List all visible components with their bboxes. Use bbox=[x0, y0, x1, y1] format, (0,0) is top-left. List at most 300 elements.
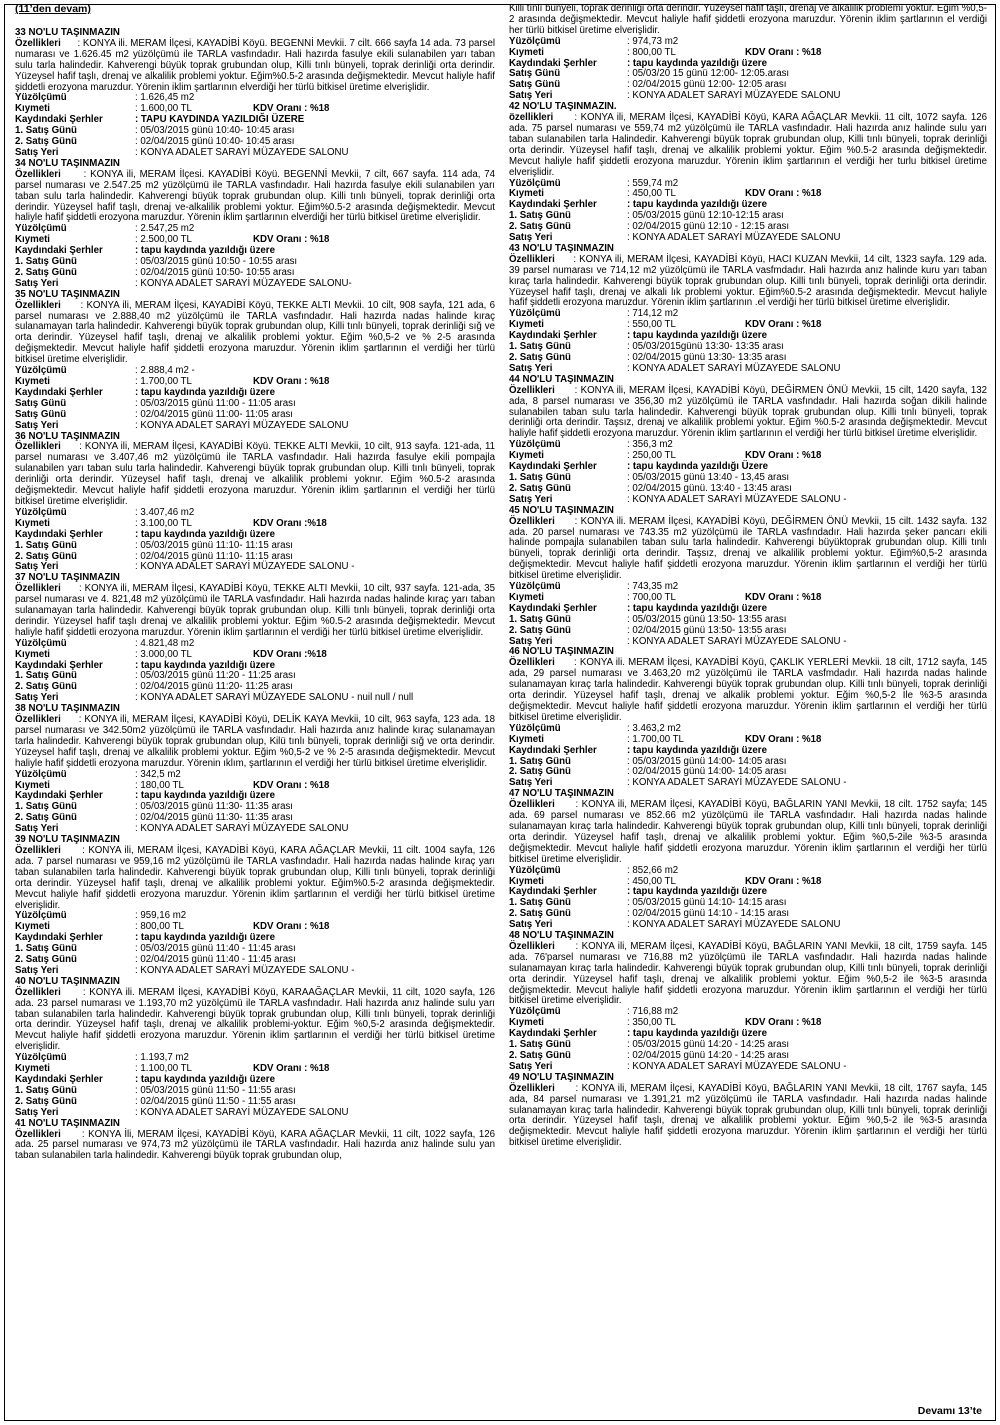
field-label: Kaydındaki Şerhler bbox=[15, 1074, 103, 1085]
field-label: Kaydındaki Şerhler bbox=[15, 790, 103, 802]
field-label: Kaydındaki Şerhler bbox=[15, 659, 103, 671]
property-description bbox=[509, 386, 987, 441]
description-text: : KONYA ili, MERAM İlçesi, KAYADİBİ Köyü. TEKKE ALTI Mevkii, 10 cilt, 913 sayfa. 121-ada, 11 parsel numarası ve 3.407,46 m2 yüzölçümü ile TARLA vasfındadır. Hali hazırda fasulye ekili pompajla sulanabilen yarı taban sulu tarla halindedir. Kahverengi büyük toprak grubundan olup. Killi tınlı bünyeli, toprak derinliği orta derindir. Yüzeysel hafif taşlı, drenaj ve alkalilik problemi yoknır. Eğim %0.5-2 arasında değişmektedir. Mevcut haliyle hafif şiddetli erozyona maruzdur. Yörenin iklim şartlarının el verdiği her türlü bitkisel üretime elverişlidir. bbox=[15, 441, 495, 507]
field-row bbox=[509, 866, 987, 877]
field-label: Yüzölçümü bbox=[509, 35, 561, 47]
kdv-rate: KDV Oranı : %18 bbox=[745, 319, 822, 331]
description-text: : KONYA ili, MERAM İlçesi, KAYADİBİ Köyü, BAĞLARIN YANI Mevkii, 18 cilt, 1767 sayfa, 145 ada, 84 parsel numarası ve 1.391,21 m2 yüzölçümü ile TARLA vasfındadır. Hali hazırda nadas halinde sulanamayan kıraç tarla halindedir. Kahverengi büyük toprak grubundan olup, Killi tınlı bünyeli, toprak derinliği orta derindir. Yüzeysel hafif taşlı, drenaj ve alkalilik problemi yoktur. Eğim %0,5-2 ile %3-5 arasında değişmektedir. Mevcut haliyle hafif şiddetli erozyona maruzdur. Yörenin iklim şartlarının el verdiği her türlü bitkisel üretime elverişlidir. bbox=[509, 1082, 987, 1149]
field-value: : 974,73 m2 bbox=[627, 35, 679, 47]
description-label: Özellikleri bbox=[15, 441, 61, 453]
field-label: Satış Yeri bbox=[509, 493, 553, 505]
field-value: : 342,5 m2 bbox=[135, 768, 181, 780]
property-description bbox=[15, 442, 495, 507]
description-label: Özellikleri bbox=[15, 844, 61, 856]
field-label: 2. Satış Günü bbox=[509, 766, 571, 778]
description-text: : KONYA ili. MERAM İlçesi, KAYADİBİ Köyü. BEGENNİ Mevkii. 7 cilt. 666 sayfa 14 ada. 73 parsel numarası ve 1.626.45 m2 yüzölçümü ile TARLA vasfındadır. Hali hazırda fasulye ekili sulanabilen yarı taban sulu tarla halindedir. Kahverengi büyük toprak grubundan olup, Killi tınlı bünyeli, toprak derinliği orta derindir. Yüzeysel hafif taşlı, drenaj ve alkalilik problemi yoktur. Eğim%0.5-2 arasında değişmektedir. Mevcut haliyle hafif şiddetli erozyona maruzdur. Yörenin iklim şartlarının elverdiği her türlü bitkisel üretime elverişlidir. bbox=[15, 37, 495, 93]
property-listing bbox=[15, 290, 495, 432]
field-label: Satış Yeri bbox=[15, 561, 59, 573]
field-value: : KONYA ADALET SARAYİ MÜZAYEDE SALONU - bbox=[627, 777, 847, 789]
field-row bbox=[509, 746, 987, 757]
field-label: Satış Yeri bbox=[15, 1106, 59, 1118]
field-value: : 02/04/2015 günü 11:40 - 11:45 arası bbox=[135, 954, 296, 966]
field-label: 2. Satış Günü bbox=[15, 1095, 77, 1107]
field-label: Yüzölçümü bbox=[15, 637, 67, 649]
field-value: : 02/04/2015 günü. 13:40 - 13:45 arası bbox=[627, 482, 792, 494]
kdv-rate: KDV Oranı : %18 bbox=[745, 188, 822, 200]
field-value: : 05/03/2015 günü 13:40 - 13,45 arası bbox=[627, 471, 790, 483]
field-label: Satış Günü bbox=[509, 79, 561, 91]
field-value: : tapu kaydında yazıldığı üzere bbox=[135, 790, 275, 802]
field-value: : 05/03/2015günü 13:30- 13:35 arası bbox=[627, 341, 784, 353]
property-heading: 41 NO'LU TAŞINMAZIN bbox=[15, 1117, 120, 1129]
field-label: Satış Yeri bbox=[509, 635, 553, 647]
field-value: : KONYA ADALET SARAYİ MÜZAYEDE SALONU bbox=[135, 1106, 349, 1118]
field-label: Yüzölçümü bbox=[15, 365, 67, 377]
field-label: Kaydındaki Şerhler bbox=[15, 386, 103, 398]
field-value: : 2.547,25 m2 bbox=[135, 223, 195, 235]
field-label: 1. Satış Günü bbox=[15, 943, 77, 955]
field-label: Yüzölçümü bbox=[509, 439, 561, 451]
property-listing bbox=[509, 647, 987, 789]
property-listing bbox=[509, 1073, 987, 1149]
field-label: Yüzölçümü bbox=[15, 92, 67, 104]
property-heading: 48 NO'LU TAŞINMAZIN bbox=[509, 930, 614, 942]
property-description bbox=[15, 988, 495, 1053]
field-value: : 05/03/2015 günü 11:30- 11:35 arası bbox=[135, 801, 293, 813]
field-label: Kıymeti bbox=[509, 46, 544, 58]
field-value: : 959,16 m2 bbox=[135, 910, 187, 922]
field-label: Kıymeti bbox=[509, 450, 544, 462]
property-description bbox=[509, 1084, 987, 1149]
field-value: : KONYA ADALET SARAYİ MÜZAYEDE SALONU bbox=[627, 362, 841, 374]
field-label: Kıymeti bbox=[15, 921, 50, 933]
field-label: Satış Yeri bbox=[15, 964, 59, 976]
field-label: 2. Satış Günü bbox=[15, 136, 77, 148]
field-label: Kıymeti bbox=[15, 234, 50, 246]
field-value: : 450,00 TL bbox=[627, 188, 676, 200]
description-label: Özellikleri bbox=[15, 37, 61, 49]
description-text: : KONYA ili. MERAM İlçesi, KAYADİBİ Köyü, KARAAĞAÇLAR Mevkii, 11 cilt, 1020 sayfa, 126 ada. 23 parsel numarası ve 1.193,70 m2 yüzölçümü ile TARLA vasfındadır. Hali hazırda anız halinde sulu yarı taban sulanabilen tarla halindedir. Kahverengi büyük toprak grubundan olup, Killi tınlı bünyeli, toprak derinliği orta derindir. Yüzeysel hafif taşlı, drenaj ve alkalilik problemi-yoktur. Eğim %0,5-2 arasında değişmektedir. Mevcut haliyle hafif şiddetli erozyona maruzdur. Yörenin iklim şartlarının el verdiği her türlü bitkisel üretime elverişlidir. bbox=[15, 986, 495, 1053]
field-value: : tapu kaydında yazıldığı üzere bbox=[135, 386, 275, 398]
field-label: 2. Satış Günü bbox=[509, 624, 571, 636]
property-description bbox=[509, 942, 987, 1007]
field-value: : 05/03/20 15 günü 12:00- 12:05.arası bbox=[627, 68, 790, 80]
field-label: 2. Satış Günü bbox=[509, 482, 571, 494]
field-label: Satış Yeri bbox=[509, 919, 553, 931]
field-label: 2. Satış Günü bbox=[15, 266, 77, 278]
field-value: : 700,00 TL bbox=[627, 591, 676, 603]
field-value: : 05/03/2015 günü 11:40 - 11:45 arası bbox=[135, 943, 296, 955]
description-label: Özellikleri bbox=[509, 799, 555, 811]
description-text: : KONYA ili, MERAM İlçesi, KAYADİBİ Köyü, HACI KUZAN Mevkii, 14 cilt, 1323 sayfa. 129 ada. 39 parsel numarası ve 714,12 m2 yüzölçümü ile TARLA vasfmdadır. Hali hazırda anız halinde kuru yarı taban kıraç tarla halindedir. Kahverengi büyük toprak grubundan olup. Killi tınlı bünyeli, toprak derinliği orta derindir. Yüzeysel hafif taşlı, drenaj ve alkali lık problemi yoktur. Eğim%0.5-2 arasında değişmektedir. Mevcut haliyle hafif şiddetli erozyona maruzdur. Yörenin iklim şartlarının .el verdiği her türlü bitkisel üretime elverişlidir. bbox=[509, 253, 987, 309]
field-label: Kaydındaki Şerhler bbox=[509, 57, 597, 69]
field-row bbox=[15, 421, 495, 432]
field-value: : 02/04/2015 günü 14:20 - 14:25 arası bbox=[627, 1050, 790, 1061]
field-value: : 3.100,00 TL bbox=[135, 517, 192, 529]
field-value: : 3.463,2 m2 bbox=[627, 722, 681, 734]
description-label: Özellikleri bbox=[15, 583, 61, 595]
description-label: Özellikleri bbox=[15, 168, 61, 180]
field-label: 1. Satış Günü bbox=[509, 755, 571, 767]
field-label: Yüzölçümü bbox=[509, 864, 561, 876]
field-label: Kıymeti bbox=[509, 591, 544, 603]
kdv-rate: KDV Oranı : %18 bbox=[745, 591, 822, 603]
property-listing bbox=[509, 375, 987, 506]
property-listing bbox=[15, 977, 495, 1119]
field-label: 1. Satış Günü bbox=[509, 897, 571, 909]
field-value: : 05/03/2015 günü 12:10-12:15 arası bbox=[627, 210, 784, 222]
field-label: Kaydındaki Şerhler bbox=[509, 199, 597, 211]
kdv-rate: KDV Oranı : %18 bbox=[745, 733, 822, 745]
field-value: : 02/04/2015 günü 11:10- 11:15 arası bbox=[135, 550, 293, 562]
field-label: Kaydındaki Şerhler bbox=[15, 245, 103, 257]
field-value: : KONYA ADALET SARAYİ MÜZAYEDE SALONU bbox=[627, 232, 841, 244]
property-listing bbox=[509, 244, 987, 375]
field-label: Yüzölçümü bbox=[15, 506, 67, 518]
field-label: 2. Satış Günü bbox=[509, 1050, 571, 1061]
left-column bbox=[15, 28, 495, 1162]
field-value: : 450,00 TL bbox=[627, 875, 676, 887]
property-listing bbox=[15, 704, 495, 835]
field-value: : tapu kaydında yazıldığı üzere bbox=[627, 330, 767, 342]
field-label: 2. Satış Günü bbox=[15, 550, 77, 562]
field-value: : 02/04/2015 günü 10:50- 10:55 arası bbox=[135, 266, 295, 278]
field-label: 1. Satış Günü bbox=[15, 256, 77, 268]
field-value: : 1.626,45 m2 bbox=[135, 92, 195, 104]
property-heading: 40 NO'LU TAŞINMAZIN bbox=[15, 975, 120, 987]
kdv-rate: KDV Oranı :%18 bbox=[253, 517, 327, 529]
property-heading: 35 NO'LU TAŞINMAZIN bbox=[15, 288, 120, 300]
kdv-rate: KDV Oranı : %18 bbox=[745, 875, 822, 887]
field-label: Satış Yeri bbox=[15, 692, 59, 704]
description-text: : KONYA İli, MERAM İlçesi, KAYADİBİ Köyü, KARA AĞAÇLAR Mevkii, 11 cilt, 1022 sayfa, 126 ada. 25 parsel numarası ve 974,73 m2 yüzölçümü ile TARLA vasfındadır. Hali hazırda anız halinde sulu yan taban sulanabilen tarla halindedir. Kahverengi büyük toprak grubundan olup, bbox=[15, 1128, 495, 1162]
field-value: : tapu kaydında yazıldığı Üzere bbox=[627, 461, 769, 473]
field-label: Kıymeti bbox=[15, 779, 50, 791]
field-label: Yüzölçümü bbox=[15, 1052, 67, 1064]
property-description bbox=[509, 255, 987, 310]
property-description bbox=[15, 39, 495, 94]
property-listing bbox=[15, 28, 495, 159]
property-description bbox=[15, 715, 495, 770]
field-value: : 1.100,00 TL bbox=[135, 1063, 192, 1075]
field-label: Kaydındaki Şerhler bbox=[15, 528, 103, 540]
field-value: : tapu kaydında yazıldığı üzere bbox=[135, 1074, 275, 1085]
field-label: Satış Yeri bbox=[15, 277, 59, 289]
field-label: Yüzölçümü bbox=[15, 768, 67, 780]
field-label: Kıymeti bbox=[15, 517, 50, 529]
field-value: : 02/04/2015 günü 10:40- 10:45 arası bbox=[135, 136, 295, 148]
field-label: Satış Yeri bbox=[15, 146, 59, 158]
field-row bbox=[15, 541, 495, 552]
field-value: : 05/03/2015 günü 14:10- 14:15 arası bbox=[627, 897, 787, 909]
field-label: Kaydındaki Şerhler bbox=[509, 330, 597, 342]
kdv-rate: KDV Oranı : %18 bbox=[745, 46, 822, 58]
field-label: Yüzölçümü bbox=[509, 177, 561, 189]
field-row bbox=[15, 1108, 495, 1119]
field-label: Kıymeti bbox=[15, 648, 50, 660]
field-label: 2. Satış Günü bbox=[15, 812, 77, 824]
field-value: : 800,00 TL bbox=[627, 46, 676, 58]
field-value: : 800,00 TL bbox=[135, 921, 184, 933]
description-text: : KONYA ili, MERAM İlçesi, KAYADİBİ Köyü, TEKKE ALTI Mevkii. 10 cilt, 908 sayfa, 121 ada, 6 parsel numarası ve 2.888,40 m2 yüzölçümü ile TARLA vasfındadır. Hali hazırda nadas halinde kıraç sulanamayan tarla halindedir. Kahverengi büyük toprak grubundan olup, Killi tınlı bünyeli, toprak derinliği sığ ve orta derindir. Yüzeysel hafif taşlı, drenaj ve alkalilik problemi yoktur. Eğim %0,5-2 ve % 2-5 arasında değişmektedir. Mevcut haliyle hafif şiddetli erozyona maruzdur. Yörenin iklim şartlarının el verdiği her türlü bitkisel üretime elverişlidir. bbox=[15, 299, 495, 366]
kdv-rate: KDV Oranı : %18 bbox=[253, 103, 330, 115]
description-label: Özellikleri bbox=[15, 714, 61, 726]
field-label: Satış Günü bbox=[15, 397, 67, 409]
description-label: özellikleri bbox=[509, 112, 554, 124]
field-label: Kaydındaki Şerhler bbox=[509, 886, 597, 898]
property-heading: 36 NO'LU TAŞINMAZIN bbox=[15, 430, 120, 442]
field-label: Satış Yeri bbox=[509, 362, 553, 374]
field-value: : 05/03/2015 günü 11:10- 11:15 arası bbox=[135, 539, 293, 551]
field-value: : 743,35 m2 bbox=[627, 581, 679, 593]
field-value: : 05/03/2015 günü 10:50 - 10:55 arası bbox=[135, 256, 298, 268]
field-value: : tapu kaydında yazıldığı üzere bbox=[627, 199, 767, 211]
kdv-rate: KDV Oranı : %18 bbox=[253, 1063, 330, 1075]
field-value: : 05/03/2015 günü 14:00- 14:05 arası bbox=[627, 755, 787, 767]
field-value: : 02/04/2015 günü 11:00- 11:05 arası bbox=[135, 408, 293, 420]
continued-to-label: Devamı 13’te bbox=[917, 1405, 982, 1418]
field-label: 2. Satış Günü bbox=[15, 681, 77, 693]
field-value: : 559,74 m2 bbox=[627, 177, 679, 189]
property-listing bbox=[15, 573, 495, 704]
field-value: : tapu kaydında yazıldığı üzere bbox=[135, 932, 275, 944]
field-label: Yüzölçümü bbox=[15, 223, 67, 235]
field-value: : KONYA ADALET SARAYİ MÜZAYEDE SALONU bbox=[627, 919, 841, 931]
field-row bbox=[15, 410, 495, 421]
field-value: : 05/03/2015 günü 11:20 - 11:25 arası bbox=[135, 670, 296, 682]
field-label: Kıymeti bbox=[15, 1063, 50, 1075]
field-value: : 180,00 TL bbox=[135, 779, 184, 791]
property-heading: 39 NO'LU TAŞINMAZIN bbox=[15, 834, 120, 846]
field-value: : KONYA ADALET SARAYİ MÜZAYEDE SALONU - bbox=[627, 635, 847, 647]
property-heading: 47 NO'LU TAŞINMAZIN bbox=[509, 788, 614, 800]
continued-from-label: (11’den devam) bbox=[15, 3, 91, 15]
property-heading: 43 NO'LU TAŞINMAZIN bbox=[509, 242, 614, 254]
field-value: : TAPU KAYDINDA YAZILDIĞI ÜZERE bbox=[135, 114, 305, 126]
field-label: 1. Satış Günü bbox=[15, 125, 77, 137]
field-label: 2. Satış Günü bbox=[509, 221, 571, 233]
field-label: Satış Günü bbox=[15, 408, 67, 420]
field-value: : 3.407,46 m2 bbox=[135, 506, 195, 518]
property-heading: 49 NO'LU TAŞINMAZIN bbox=[509, 1071, 614, 1083]
property-description bbox=[509, 113, 987, 178]
description-text: : KONYA ili, MERAM İlçesi, KAYADİBİ Köyü, DEĞİRMEN ÖNÜ Mevkii, 15 cilt, 1420 sayfa, 132 ada, 8 parsel numarası ve 356,30 m2 yüzölçümü ile TARLA vasfındadır. Hali hazırda soğan dikili halinde sulanabilen taban sulu tarla halindedir. Kahverengi büyük toprak grubundan olup. Killi tınlı bünyeli, toprak derinliği orta derindir. Taşsız, drenaj ve alkalilik problemi yoktur. Eğim %0.5-2 arasında değişmektedir. Mevcut haliyle hafif şiddetli erozyona maruzdur. Yörenin iklim şartlarının el verdiği her türlü bitkisel üretime elverişlidir. bbox=[509, 384, 987, 440]
field-value: : 2.500,00 TL bbox=[135, 234, 192, 246]
field-value: : 356,3 m2 bbox=[627, 439, 673, 451]
field-value: : KONYA ADALET SARAYİ MÜZAYEDE SALONU bbox=[135, 419, 349, 431]
field-label: Satış Günü bbox=[509, 68, 561, 80]
field-value: : 2.888,4 m2 - bbox=[135, 365, 195, 377]
field-label: 1. Satış Günü bbox=[15, 670, 77, 682]
field-row bbox=[15, 650, 495, 661]
description-text: : KONYA ili, MERAM İlçesi, KAYADİBİ Köyü, BAĞLARIN YANI Mevkii, 18 cilt, 1759 sayfa. 145 ada. 76'parsel numarası ve 716,88 m2 yüzölçümü ile TARLA vasfındadır. Hali hazırda nadas halinde sulanamayan kıraç tarla halindedir. Kahverengi büyük toprak grubundan olup, Killi tınlı bünyeli, toprak derinliği orta derindir. Yüzeysel hafif taşlı, drenaj ve alkalilik problemi yoktur. Eğim %0,5-2 ile %3-5 arasında değişmektedir. Mevcut haliyle hafif şiddetli erozyona maruzdur. Yörenin iklim şartlarının el verdiği her türlü bitkisel üretime elverişlidir. bbox=[509, 940, 987, 1007]
kdv-rate: KDV Oranı : %18 bbox=[745, 1017, 822, 1029]
property-description bbox=[509, 4, 987, 37]
field-value: : 02/04/2015 günü 14:00- 14:05 arası bbox=[627, 766, 787, 778]
property-listing bbox=[509, 506, 987, 648]
field-value: : 550,00 TL bbox=[627, 319, 676, 331]
property-description bbox=[509, 658, 987, 723]
field-value: : KONYA ADALET SARAYİ MÜZAYEDE SALONU - bbox=[135, 964, 355, 976]
property-description bbox=[509, 517, 987, 582]
field-value: : KONYA ADALET SARAYİ MÜZAYEDE SALONU - bbox=[135, 561, 355, 573]
field-label: Kaydındaki Şerhler bbox=[15, 114, 103, 126]
property-heading: 33 NO'LU TAŞINMAZIN bbox=[15, 28, 120, 38]
field-value: : 02/04/2015 günü 11:50 - 11:55 arası bbox=[135, 1095, 296, 1107]
field-label: 1. Satış Günü bbox=[15, 801, 77, 813]
property-description bbox=[15, 846, 495, 911]
property-listing bbox=[509, 4, 987, 102]
field-value: : tapu kaydında yazıldığı üzere bbox=[135, 528, 275, 540]
field-row bbox=[15, 770, 495, 781]
field-value: : 02/04/2015 günü 13:50- 13:55 arası bbox=[627, 624, 787, 636]
property-description bbox=[15, 1130, 495, 1163]
description-label: Özellikleri bbox=[509, 657, 555, 669]
description-label: Özellikleri bbox=[509, 1082, 555, 1094]
property-heading: 44 NO'LU TAŞINMAZIN bbox=[509, 373, 614, 385]
field-value: : 350,00 TL bbox=[627, 1017, 676, 1029]
property-heading: 37 NO'LU TAŞINMAZIN bbox=[15, 572, 120, 584]
field-label: Kaydındaki Şerhler bbox=[509, 461, 597, 473]
field-label: Satış Yeri bbox=[509, 90, 553, 102]
field-label: 2. Satış Günü bbox=[509, 352, 571, 363]
field-label: 1. Satış Günü bbox=[509, 471, 571, 483]
field-label: Kıymeti bbox=[509, 319, 544, 331]
field-label: 1. Satış Günü bbox=[509, 210, 571, 222]
description-label: Özellikleri bbox=[509, 253, 555, 265]
property-listing bbox=[509, 789, 987, 931]
property-description bbox=[509, 800, 987, 865]
field-value: : KONYA ADALET SARAYİ MÜZAYEDE SALONU bbox=[135, 146, 349, 158]
field-value: : 1.193,7 m2 bbox=[135, 1052, 189, 1064]
kdv-rate: KDV Oranı : %18 bbox=[253, 779, 330, 791]
field-label: Kıymeti bbox=[15, 376, 50, 387]
field-label: 1. Satış Günü bbox=[15, 1084, 77, 1096]
property-description bbox=[15, 170, 495, 225]
description-text: : KONYA ili, MERAM İlçesi, KAYADİBİ Köyü, DELİK KAYA Mevkii, 10 cilt, 963 sayfa, 123 ada. 18 parsel numarası ve 342.50m2 yüzölçümü ile TARLA vasfındadır. Hali hazırda anız halinde kıraç sulanamayan tarla halindedir. Kahverengi büyük toprak grubundan olup, Kilü tınlı bünyeli, toprak derinliği sığ ve orta derindir. Yüzeysel hafif taşlı, drenaj ve alkalilik problemi yoktur. Eğim %0,5-2 ve % 2-5 arasında değişmektedir. Mevcut haliyle hafif şiddetli erozyona maruzdur. Yörenin ıklım, şartlarının el verdiği her türlü bitkisel üretime elverişlidir. bbox=[15, 714, 495, 769]
field-value: : 05/03/2015 günü 13:50- 13:55 arası bbox=[627, 613, 787, 625]
description-label: Özellikleri bbox=[509, 940, 555, 952]
field-value: : tapu kaydında yazıldığı üzere bbox=[627, 57, 767, 69]
field-label: 2. Satış Günü bbox=[15, 954, 77, 966]
field-label: Yüzölçümü bbox=[509, 581, 561, 593]
field-value: : 02/04/2015 günü 14:10 - 14:15 arası bbox=[627, 908, 790, 920]
field-value: : 1.600,00 TL bbox=[135, 103, 192, 115]
field-row bbox=[509, 48, 987, 59]
field-label: 2. Satış Günü bbox=[509, 908, 571, 920]
description-text: : KONYA ili, MERAM İlçesi, KAYADİBİ Köyü, TEKKE ALTI Mevkii, 10 cilt, 937 sayfa. 121-ada, 35 parsel numarası ve 4. 821,48 m2 yüzölçümü ile TARLA vasfındadır. Hali hazırda nadas halinde kıraç yarı taban sulanamayan tarla halindedir. Kahverengi büyük toprak grubundan olup. Killi tınlı bünyeli, toprak derinliği orta derindir. Yüzeysel hafif taşlı drenaj ve alkalilik problemi yoktur. Eğim %0.5-2 arasında değişmektedir. Mevcut haliyle hafif şiddetli erozyona maruzdur. Yörenin iklim şartlarının el verdiği her türlü bitkisel üretime elverişlidir. bbox=[15, 583, 495, 638]
description-label: Özellikleri bbox=[15, 299, 61, 311]
field-row bbox=[509, 626, 987, 637]
field-value: : 02/04/2015 günü 12:00- 12:05 arası bbox=[627, 79, 787, 91]
field-value: : KONYA ADALET SARAYİ MÜZAYEDE SALONU - bbox=[627, 1060, 847, 1072]
property-description bbox=[15, 584, 495, 639]
description-label: Özellikleri bbox=[15, 986, 61, 998]
property-listing bbox=[509, 102, 987, 244]
field-value: : 05/03/2015 günü 11:00 - 11:05 arası bbox=[135, 397, 296, 409]
field-value: : 852,66 m2 bbox=[627, 864, 679, 876]
property-listing bbox=[15, 432, 495, 574]
field-value: : 714,12 m2 bbox=[627, 308, 679, 320]
description-text: : KONYA ili. MERAM İlçesi, KAYADİBİ Köyü, ÇAKLIK YERLERİ Mevkii. 18 cilt, 1712 sayfa, 145 ada, 29 parsel numarası ve 3.463,20 m2 yüzölçümü ile TARLA vasfmdadır. Hali hazırda nadas halinde sulanamayan kıraç tarla halindedir. Kahverengi büyük toprak grubundan olup. Killi tınlı bünyeli, toprak derinliği orta derindir. Yüzeysel hafif taşlı, drenaj ve alkalik problemi yoktur. Eğim %0,5-2 İle %3-5 arasında değişmektedir. Mevcut haliyle hafif şiddetli erozyona maruzdur. Yörenin iklim şartlarının el verdiği her türlü bitkisel üretime elverişlidir. bbox=[509, 657, 987, 723]
property-heading: 46 NO'LU TAŞINMAZIN bbox=[509, 646, 614, 658]
property-listing bbox=[15, 1119, 495, 1163]
field-label: Satış Yeri bbox=[15, 419, 59, 431]
field-row bbox=[15, 530, 495, 541]
field-value: : 3.000,00 TL bbox=[135, 648, 192, 660]
field-label: Kaydındaki Şerhler bbox=[509, 1028, 597, 1040]
property-listing bbox=[15, 159, 495, 290]
field-value: : KONYA ADALET SARAYİ MÜZAYEDE SALONU- bbox=[135, 277, 352, 289]
kdv-rate: KDV Oranı :%18 bbox=[253, 648, 327, 660]
kdv-rate: KDV Oranı : %18 bbox=[253, 921, 330, 933]
field-label: 1. Satış Günü bbox=[15, 539, 77, 551]
field-value: : KONYA ADALET SARAYİ MÜZAYEDE SALONU - nuil null / null bbox=[135, 692, 414, 704]
field-value: : 02/04/2015 günü 11:20- 11:25 arası bbox=[135, 681, 293, 693]
description-text: : KONYA ili, MERAM İlçesi, KAYADİBİ Köyü, BAĞLARIN YANI Mevkii, 18 cilt. 1752 sayfa; 145 ada. 69 parsel numarası ve 852.66 m2 yüzölçümü ile TARLA vasfındadır. Hali hazırda nadas halinde sulanamayan kıraç tarla halindedir. Kahverengi büyük toprak grubundan olup, Killi tınlı bünyeli, toprak derinliği orta derindir. Yüzeysel hafif taşlı, drenaj ve alkalilik problemi yoktur. Eğim %0,5-2ile %3-5 arasında değişmektedir. Mevcut haliyle hafif şiddetli erozyona maruzdur. Yörenin iklim şartlarının el verdiği her türlü bitkisel üretime elverişlidir. bbox=[509, 799, 987, 865]
field-value: : 02/04/2015 günü 11:30- 11:35 arası bbox=[135, 812, 293, 824]
field-label: Satış Yeri bbox=[509, 777, 553, 789]
description-text: : KONYA ili. MERAM İlçesi, KAYADİBİ Köyü, DEĞİRMEN ÖNÜ Mevkii, 15 cilt. 1432 sayfa. 132 ada. 20 parsel numarası ve 743.35 m2 yüzölçümü ile TARLA vasfındadır. Hali hazırda şeker pancarı ekili halinde pompajla sulanabilen taban sulu tarla halindedir. Kahverengi büyüktoprak grubundan olup. Killi tınlı bünyeli, toprak derinliği orta derindir. Taşsız, drenaj ve alkalilik problemi yoktur. Eğim%0,5-2 arasında değişmektedir. Mevcut haliyle hafif şiddetli erozyona maruzdur. Yörenin iklim şartlarının el verdiği her türlü bitkisel üretime elverişlidir. bbox=[509, 515, 987, 582]
field-label: Kaydındaki Şerhler bbox=[509, 744, 597, 756]
property-heading: 42 NO'LU TAŞINMAZIN. bbox=[509, 101, 617, 113]
kdv-rate: KDV Oranı : %18 bbox=[253, 234, 330, 246]
field-value: : tapu kaydında yazıldığı üzere bbox=[627, 886, 767, 898]
field-label: Kaydındaki Şerhler bbox=[15, 932, 103, 944]
field-label: Kıymeti bbox=[15, 103, 50, 115]
description-text: Killi tınlı bünyeli, toprak derinliği orta derindir. Yüzeysel hafif taşlı, drenaj ve alkalilik problemi yoktur. Eğim %0,5-2 arasında değişmektedir. Mevcut haliyle hafif şiddetli erozyona maruzdur. Yörenin iklim şartlarının el verdiği her türlü bitkisel üretime elverişlidir. bbox=[509, 4, 987, 36]
field-value: : 05/03/2015 günü 14:20 - 14:25 arası bbox=[627, 1039, 790, 1051]
field-label: Satış Yeri bbox=[15, 823, 59, 835]
kdv-rate: KDV Oranı : %18 bbox=[745, 450, 822, 462]
field-value: : 1.700,00 TL bbox=[135, 376, 192, 387]
field-value: : KONYA ADALET SARAYİ MÜZAYEDE SALONU - bbox=[627, 493, 847, 505]
field-value: : tapu kaydında yazıldığı üzere bbox=[627, 744, 767, 756]
field-value: : 1.700,00 TL bbox=[627, 733, 684, 745]
field-label: Kıymeti bbox=[509, 733, 544, 745]
field-value: : 02/04/2015 günü 13:30- 13:35 arası bbox=[627, 352, 787, 363]
field-value: : tapu kaydında yazıldığı üzere bbox=[627, 1028, 767, 1040]
field-value: : 4.821,48 m2 bbox=[135, 637, 195, 649]
field-label: Kaydındaki Şerhler bbox=[509, 602, 597, 614]
field-label: Kıymeti bbox=[509, 875, 544, 887]
field-label: Kıymeti bbox=[509, 1017, 544, 1029]
field-row bbox=[509, 37, 987, 48]
description-label: Özellikleri bbox=[509, 515, 555, 527]
description-text: : KONYA ili, MERAM İlçesi, KAYADİBİ Köyü, KARA AĞAÇLAR Mevkii. 11 cilt, 1072 sayfa. 126 ada. 75 parsel numarası ve 559,74 m2 yüzölçümü ile TARLA vasfındadır. Hali hazırda anız halinde sulu yarı taban sulanabilen tarla Halindedir. Kahverengi büyük toprak grubundan olup, Killi tınlı bünyeli, toprak derinliği orta derindir. Yüzeysel hafif taşlı, drenaj ve alkalilik problemi yoktur. Eğim %0.5-2 arasında değişmektedir. Mevcut haliyle hafif şiddetli erozyona maruzdur. Yörenin iklim şartlarının el verdiği her turlu bitkisel üretime elverişlidir. bbox=[509, 112, 987, 178]
field-value: : KONYA ADALET SARAYİ MÜZAYEDE SALONU bbox=[135, 823, 349, 835]
field-value: : 05/03/2015 günü 11:50 - 11:55 arası bbox=[135, 1084, 296, 1096]
property-heading: 34 NO'LU TAŞINMAZIN bbox=[15, 157, 120, 169]
description-text: : KONYA ili, MERAM İlçesi. KAYADİBİ Köyü. BEGENNİ Mevkii, 7 cilt, 667 sayfa. 114 ada, 74 parsel numarası ve 2.547.25 m2 yüzölçümü ile TARLA vasfındadır. Hali hazırda fasulye ekili sulanabilen yarı taban sulu tarla halindedir. Kahverengi büyük toprak grubundan olup. Killi tınlı bünyeli, toprak derinliği orta derindir. Yüzeysel hafif taşlı, drenaj ve-alkalilik problemi yoktur. Eğim%0.5-2 arasında değişmektedir. Mevcut haliyle hafif şiddetli erozyona maruzdur. Yörenin iklim şartlarının elverdiği her türlü bitkisel üretime elverişlidir. bbox=[15, 168, 495, 224]
field-label: Yüzölçümü bbox=[509, 308, 561, 320]
field-label: 1. Satış Günü bbox=[509, 613, 571, 625]
field-label: Yüzölçümü bbox=[15, 910, 67, 922]
field-value: : tapu kaydında yazıldığı üzere bbox=[135, 659, 275, 671]
property-listing bbox=[15, 835, 495, 977]
field-label: Yüzölçümü bbox=[509, 1006, 561, 1018]
field-value: : 02/04/2015 günü 12:10 - 12:15 arası bbox=[627, 221, 790, 233]
description-label: Özellikleri bbox=[509, 384, 555, 396]
field-value: : tapu kaydında yazıldığı üzere bbox=[627, 602, 767, 614]
field-label: Yüzölçümü bbox=[509, 722, 561, 734]
field-row bbox=[509, 735, 987, 746]
field-value: : KONYA ADALET SARAYİ MÜZAYEDE SALONU bbox=[627, 90, 841, 102]
description-text: : KONYA ili, MERAM İlçesi, KAYADİBİ Köyü, KARA AĞAÇLAR Mevkii, 11 cilt. 1004 sayfa, 126 ada. 7 parsel numarası ve 959,16 m2 yüzölçümü ile TARLA vasfındadır. Hali hazırda nadas halinde kıraç yarı taban sulanabilen tarla halindedir. Kahverengi büyük toprak grubundan olup, Killi tınlı bünyeli, toprak derinliği orta derindir. Yüzeysel hafif taşlı, drenaj ve alkalilik problemi yoktur. Eğim%0.5-2 arasında değişmektedir. Mevcut haliyle hafif şiddetli erozyona maruzdur. Yörenin iklim şartlarının el verdiği her türlü bitkisel üretime elverişlidir. bbox=[15, 844, 495, 911]
property-description bbox=[15, 301, 495, 366]
field-value: : tapu kaydında yazıldığı üzere bbox=[135, 245, 275, 257]
field-label: 1. Satış Günü bbox=[509, 1039, 571, 1051]
